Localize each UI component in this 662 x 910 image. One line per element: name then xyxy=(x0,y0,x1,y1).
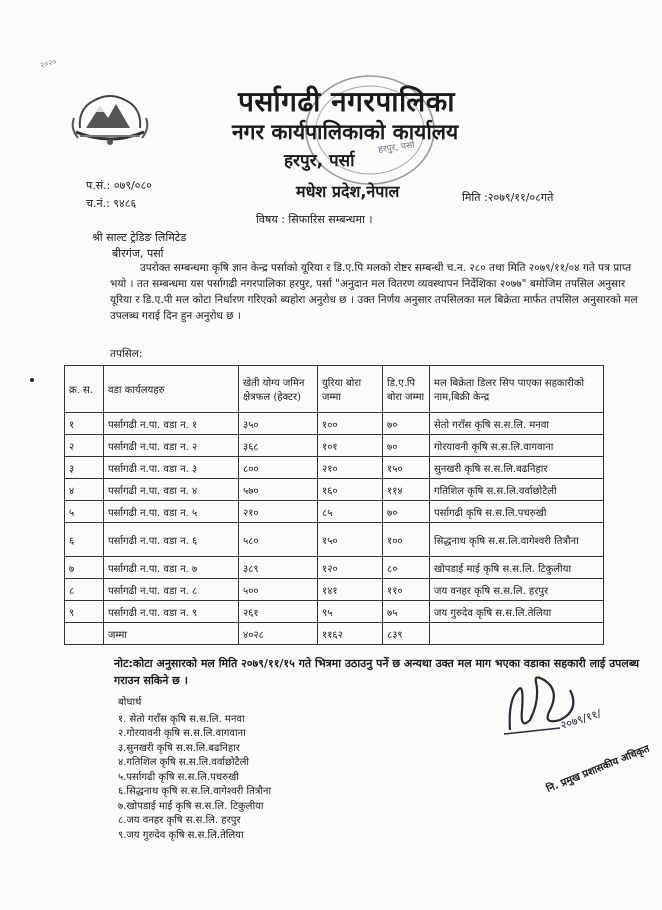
cell-dealer: सिद्धनाथ कृषि स.स.लि.वागेश्वरी तित्रौना xyxy=(430,523,604,557)
cell-sn: ६ xyxy=(65,523,104,557)
cc-item: ३.सुनखरी कृषि स.स.लि.बढनिहार xyxy=(118,742,240,754)
signatory-designation: नि. प्रमुख प्रशासकीय अधिकृत xyxy=(545,743,652,795)
cc-item: २.गोरयावनी कृषि स.स.लि.वागवाना xyxy=(118,728,246,739)
cell-area: ५८० xyxy=(239,523,318,557)
cell-ward: पर्सागढी न.पा. वडा न. ८ xyxy=(104,579,239,601)
cell-ward: पर्सागढी न.पा. वडा न. ६ xyxy=(104,523,239,557)
cell-dap: १५० xyxy=(383,457,430,479)
cell-ward: पर्सागढी न.पा. वडा न. ५ xyxy=(104,501,239,523)
cell-dealer: सेतो गराँस कृषि स.स.लि. मनवा xyxy=(430,413,604,435)
header-sn: क्र. स. xyxy=(65,366,104,413)
table-row xyxy=(65,601,604,623)
cell-sn: ५ xyxy=(65,501,104,523)
cell-dealer: गोरयावनी कृषि स.स.लि.वागवाना xyxy=(430,435,604,457)
cell-urea: १५० xyxy=(318,523,383,557)
province-name: मधेश प्रदेश,नेपाल xyxy=(296,182,400,201)
cc-item: ६.सिद्धनाथ कृषि स.स.लि.वागेश्वरी तित्रौना xyxy=(118,786,272,797)
office-place: हरपुर, पर्सा xyxy=(284,151,355,171)
cell-total-label: जम्मा xyxy=(104,623,239,645)
cc-item: ९.जय गुरुदेव कृषि स.स.लि.तेलिया xyxy=(118,829,244,841)
cell-urea: १४१ xyxy=(318,579,383,601)
header-area: खेती योग्य जमिन क्षेत्रफल (हेक्टर) xyxy=(239,366,318,413)
table-row xyxy=(65,435,604,457)
cell-area: ३८९ xyxy=(239,557,318,579)
table-row xyxy=(65,501,604,523)
cell-dap: ११४ xyxy=(383,479,430,501)
table-row xyxy=(65,457,604,479)
table-row xyxy=(65,413,604,435)
header-dap: डि.ए.पि बोरा जम्मा xyxy=(383,366,430,413)
subject-line: विषय : सिफारिस सम्बन्धमा । xyxy=(256,213,373,226)
cell-ward: पर्सागढी न.पा. वडा न. ३ xyxy=(104,457,239,479)
header-dealer: मल बिक्रेता डिलर सिप पाएका सहकारीको नाम,बिक्री केन्द्र xyxy=(430,366,604,413)
cc-item: ४.गतिशिल कृषि स.स.लि.वर्वाछोटैली xyxy=(118,757,250,768)
table-row xyxy=(65,523,604,557)
letter-body: उपरोक्त सम्बन्धमा कृषि ज्ञान केन्द्र पर्साको यूरिया र डि.ए.पि मलको रोष्टर सम्बन्धी च.न. २८० तथा मिति २०७९/११/०४ गते पत्र प्राप्त भयो । तत सम्बन्धमा यस पर्सागढी नगरपालिका हरपुर, पर्सा "अनुदान मल वितरण व्यवस्थापन निर्देशिका २०७७" बमोजिम तपसिल अनुसार यूरिया र डि.ए.पी मल कोटा निर्धारण गरिएको ब्यहोरा अनुरोध छ । उक्त निर्णय अनुसार तपसिलका मल बिक्रेता मार्फत तपसिल अनुसारको मल उपलब्ध गराई दिन हुन अनुरोध छ । xyxy=(110,262,638,322)
header-ward: वडा कार्यलयहरु xyxy=(104,366,239,413)
nepal-emblem-logo xyxy=(70,88,150,156)
cell-dap: ७० xyxy=(383,413,430,435)
cell-urea: ८५ xyxy=(318,501,383,523)
cell-area: २१० xyxy=(239,501,318,523)
cc-item: १. सेतो गराँस कृषि स.स.लि. मनवा xyxy=(118,713,245,725)
cell-urea: ९५ xyxy=(318,601,383,623)
cell-dealer: सुनखरी कृषि स.स.लि.बढनिहार xyxy=(430,457,604,479)
cell-sn: ९ xyxy=(65,601,104,623)
cc-item: ७.खोपडाई माई कृषि स.स.लि. टिकुलीया xyxy=(118,800,264,812)
stamp-text: हरपुर, पर्सा xyxy=(377,140,416,156)
table-total-row xyxy=(65,623,604,645)
cell-urea: १०० xyxy=(318,413,383,435)
reference-number: प.सं.: ०७९/०८० xyxy=(86,179,152,192)
table-row xyxy=(65,579,604,601)
cell-area: ५०० xyxy=(239,579,318,601)
recipient-name: श्री साल्ट ट्रेडिङ लिमिटेड xyxy=(92,231,187,244)
header-urea: युरिया बोरा जम्मा xyxy=(318,366,383,413)
recipient-address: बीरगंज, पर्सा xyxy=(112,247,164,260)
cc-item: ८.जय वनहर कृषि स.स.लि. हरपुर xyxy=(118,815,241,826)
cell-area: ३५० xyxy=(239,413,318,435)
table-header-row xyxy=(65,366,604,413)
cell-sn: १ xyxy=(65,413,104,435)
office-name: नगर कार्यपालिकाको कार्यालय xyxy=(232,120,459,144)
tapsil-label: तपसिल: xyxy=(110,348,143,360)
cell-dealer: खोपडाई माई कृषि स.स.लि. टिकुलीया xyxy=(430,557,604,579)
cell-ward: पर्सागढी न.पा. वडा न. ९ xyxy=(104,601,239,623)
cell-area: ८०० xyxy=(239,457,318,479)
cell-dealer: जय गुरुदेव कृषि स.स.लि.तेलिया xyxy=(430,601,604,623)
cell-dap: ८० xyxy=(383,557,430,579)
cell-dealer: पर्सागढी कृषि स.स.लि.पचरुखी xyxy=(430,501,604,523)
cell-sn: ७ xyxy=(65,557,104,579)
cc-item: ५.पर्सागढी कृषि स.स.लि.पचरुखी xyxy=(118,771,239,783)
cell-total-urea: ११६२ xyxy=(318,623,383,645)
cell-sn: २ xyxy=(65,435,104,457)
cell-sn: ८ xyxy=(65,579,104,601)
dispatch-number: च.नं.: ९४८६ xyxy=(86,197,137,210)
cell-total-dealer-blank xyxy=(430,623,604,645)
cell-dap: ७५ xyxy=(383,601,430,623)
corner-pencil-mark: २०२० xyxy=(39,56,58,71)
signature-date-scribble: २०७९/११/ xyxy=(559,706,603,733)
cell-ward: पर्सागढी न.पा. वडा न. २ xyxy=(104,435,239,457)
cell-dealer: जय वनहर कृषि स.स.लि. हरपुर xyxy=(430,579,604,601)
note-text: नोट:कोटा अनुसारको मल मिति २०७९/११/१५ गते भित्रमा उठाउनु पर्ने छ अन्यथा उक्त मल माग भएका वडाका सहकारी लाई उपलब्ध गराउन सकिने छ । xyxy=(114,657,640,687)
cell-ward: पर्सागढी न.पा. वडा न. ७ xyxy=(104,557,239,579)
cell-ward: पर्सागढी न.पा. वडा न. ४ xyxy=(104,479,239,501)
cc-list xyxy=(118,696,271,843)
org-name: पर्सागढी नगरपालिका xyxy=(238,85,456,118)
cell-dap: ११० xyxy=(383,579,430,601)
cell-dap: १०० xyxy=(383,523,430,557)
cell-urea: २१० xyxy=(318,457,383,479)
table-row xyxy=(65,479,604,501)
fertilizer-quota-table xyxy=(64,365,604,645)
cell-dap: ७० xyxy=(383,435,430,457)
letter-date: मिति :२०७९/११/०८गते xyxy=(462,191,554,204)
cell-sn: ३ xyxy=(65,457,104,479)
cell-area: ५७० xyxy=(239,479,318,501)
cell-urea: १०१ xyxy=(318,435,383,457)
cell-dealer: गतिशिल कृषि स.स.लि.वर्वाछोटैली xyxy=(430,479,604,501)
table-row xyxy=(65,557,604,579)
cell-ward: पर्सागढी न.पा. वडा न. १ xyxy=(104,413,239,435)
cc-title: बोधार्थ xyxy=(118,697,142,708)
cell-total-dap: ८३९ xyxy=(383,623,430,645)
cell-urea: १२० xyxy=(318,557,383,579)
cell-urea: १६० xyxy=(318,479,383,501)
cell-dap: ७० xyxy=(383,501,430,523)
cell-area: ३६८ xyxy=(239,435,318,457)
cell-total-blank xyxy=(65,623,104,645)
margin-dot xyxy=(30,378,34,382)
cell-area: २६१ xyxy=(239,601,318,623)
cell-total-area: ४०२८ xyxy=(239,623,318,645)
cell-sn: ४ xyxy=(65,479,104,501)
